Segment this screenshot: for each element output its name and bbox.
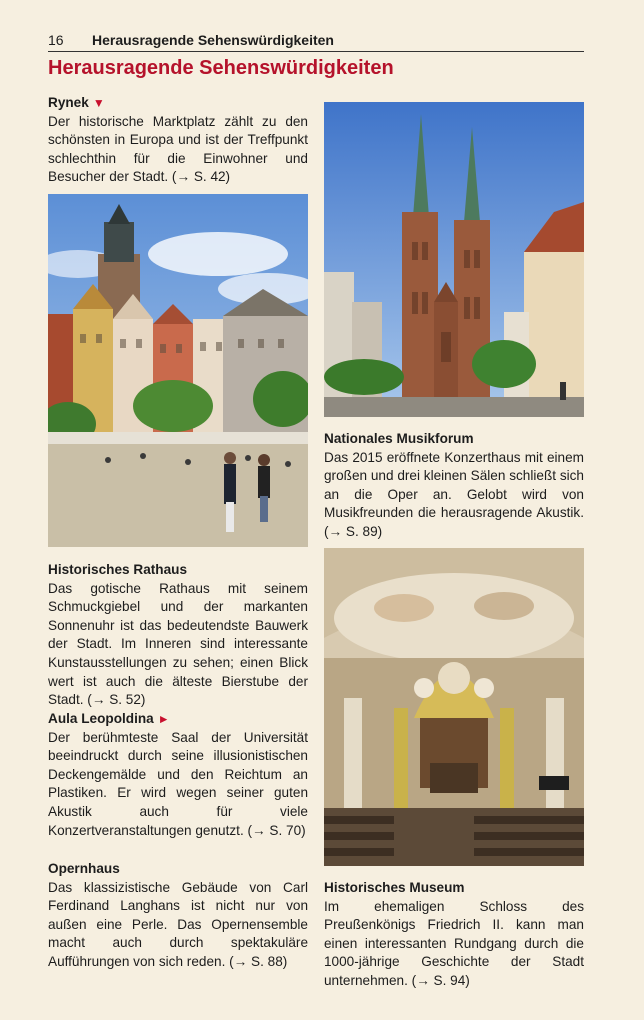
section-title-oper: Opernhaus bbox=[48, 861, 120, 876]
triangle-down-icon: ▼ bbox=[92, 96, 105, 110]
section-title-rynek: Rynek ▼ bbox=[48, 95, 105, 110]
section-text-aula: Der berühmteste Saal der Universität beeindruckt durch seine illusionistischen Deckengemälde und den Reichtum an Plastiken. Er wird wegen seiner guten Akustik auch für viele Konzertveranstaltungen genutzt. (→ S. 70) bbox=[48, 729, 308, 838]
running-header bbox=[48, 31, 584, 52]
section-aula bbox=[48, 710, 308, 840]
section-musikforum bbox=[324, 430, 584, 542]
section-text-oper: Das klassizistische Gebäude von Carl Ferdinand Langhans ist nicht nur von außen eine Perle. Das Opernensemble macht auch durch spektakuläre Aufführungen von sich reden. (→ S. 88) bbox=[48, 879, 308, 969]
section-rathaus bbox=[48, 561, 308, 710]
section-text-musikforum: Das 2015 eröffnete Konzerthaus mit einem großen und drei kleinen Sälen schließt sich an die Oper an. Gelobt wird von Musikfreunden die herausragende Akustik. (→ S. 89) bbox=[324, 449, 584, 539]
photo-cathedral bbox=[324, 102, 584, 417]
photo-market-square bbox=[48, 194, 308, 547]
section-title-musikforum: Nationales Musikforum bbox=[324, 431, 474, 446]
section-text-museum: Im ehemaligen Schloss des Preußenkönigs Friedrich II. kann man einen interessanten Rundgang durch die 1000-jährige Geschichte der Stadt unternehmen. (→ S. 94) bbox=[324, 898, 584, 988]
page-number: 16 bbox=[48, 32, 64, 48]
photo-aula-leopoldina bbox=[324, 548, 584, 866]
running-title: Herausragende Sehenswürdigkeiten bbox=[92, 32, 334, 48]
section-museum bbox=[324, 879, 584, 991]
section-title-aula: Aula Leopoldina ► bbox=[48, 711, 170, 726]
section-title-museum: Historisches Museum bbox=[324, 880, 465, 895]
section-oper bbox=[48, 860, 308, 972]
section-text-rynek: Der historische Marktplatz zählt zu den schönsten in Europa und ist der Treffpunkt schlechthin für die Einwohner und Besucher der Stadt. (→ S. 42) bbox=[48, 113, 308, 185]
triangle-right-icon: ► bbox=[157, 712, 170, 726]
section-text-rathaus: Das gotische Rathaus mit seinem Schmuckgiebel und der markanten Sonnenuhr ist das bedeutendste Bauwerk der Stadt. Im Inneren sind interessante Kunstausstellungen zu sehen; einen Blick wert ist auch die älteste Bierstube der Stadt. (→ S. 52) bbox=[48, 580, 308, 708]
section-rynek bbox=[48, 94, 308, 187]
section-title-rathaus: Historisches Rathaus bbox=[48, 562, 188, 577]
page-title: Herausragende Sehenswürdigkeiten bbox=[48, 57, 394, 79]
